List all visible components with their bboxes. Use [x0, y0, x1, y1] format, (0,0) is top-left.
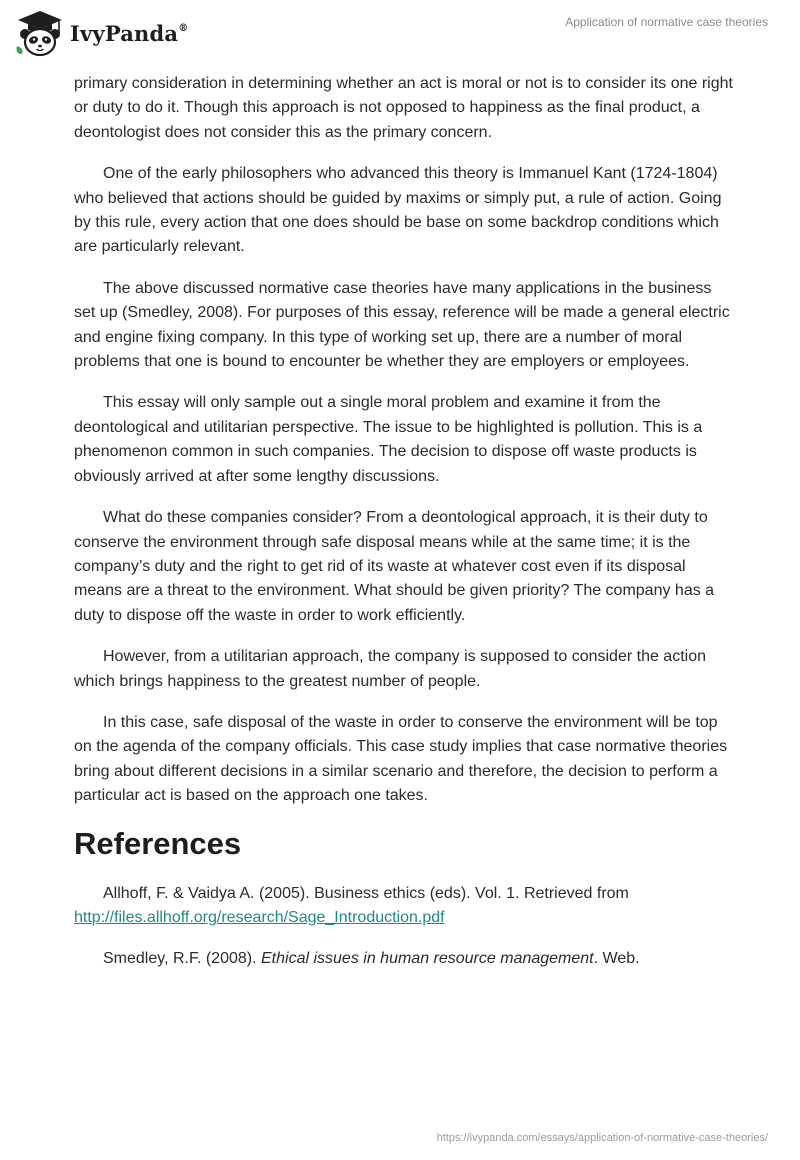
- reference-allhoff-link[interactable]: http://files.allhoff.org/research/Sage_Introduction.pdf: [74, 908, 445, 926]
- document-title: Application of normative case theories: [565, 15, 768, 29]
- reference-allhoff: [74, 882, 734, 931]
- registered-mark: ®: [178, 22, 189, 34]
- reference-smedley-suffix: . Web.: [593, 950, 640, 968]
- references-heading: References: [74, 825, 242, 861]
- page-header: [0, 0, 800, 64]
- brand-logo[interactable]: [14, 8, 188, 58]
- paragraph-6: However, from a utilitarian approach, the company is supposed to consider the action which brings happiness to the greatest number of people.: [74, 648, 706, 690]
- essay-body: [74, 72, 734, 989]
- panda-graduate-icon: [14, 8, 66, 58]
- footer-url[interactable]: https://ivypanda.com/essays/application-of-normative-case-theories/: [436, 1132, 768, 1144]
- paragraph-2: One of the early philosophers who advanced this theory is Immanuel Kant (1724-1804) who believed that actions should be guided by maxims or simply put, a rule of action. Going by this rule, every action that one does should be base on some backdrop conditions which are particularly relevant.: [74, 165, 722, 256]
- reference-allhoff-text: Allhoff, F. & Vaidya A. (2005). Business ethics (eds). Vol. 1. Retrieved from: [103, 884, 629, 902]
- reference-smedley-author: Smedley, R.F. (2008).: [103, 950, 257, 968]
- brand-name: IvyPanda®: [70, 20, 189, 46]
- reference-smedley-title: Ethical issues in human resource management: [261, 950, 594, 968]
- paragraph-4: This essay will only sample out a single moral problem and examine it from the deontological and utilitarian perspective. The issue to be highlighted is pollution. This is a phenomenon common in such companies. The decision to dispose off waste products is obviously arrived at after some lengthy discussions.: [74, 394, 703, 485]
- paragraph-1: primary consideration in determining whether an act is moral or not is to consider its one right or duty to do it. Though this approach is not opposed to happiness as the final product, a deontologist does not consider this as the primary concern.: [74, 75, 733, 141]
- paragraph-3: The above discussed normative case theories have many applications in the business set up (Smedley, 2008). For purposes of this essay, reference will be made a general electric and engine fixing company. In this type of working set up, there are a number of moral problems that one is bound to encounter be whether they are employers or employees.: [74, 279, 730, 371]
- reference-smedley: [74, 947, 734, 971]
- paragraph-7: In this case, safe disposal of the waste in order to conserve the environment will be top on the agenda of the company officials. This case study implies that case normative theories bring about different decisions in a similar scenario and therefore, the decision to perform a particular act is based on the approach one takes.: [74, 713, 728, 805]
- paragraph-5: What do these companies consider? From a deontological approach, it is their duty to conserve the environment through safe disposal means while at the same time; it is the company’s duty and the right to get rid of its waste at whatever cost even if its disposal means are a threat to the environment. What should be given priority? The company has a duty to dispose off the waste in order to work efficiently.: [74, 509, 715, 624]
